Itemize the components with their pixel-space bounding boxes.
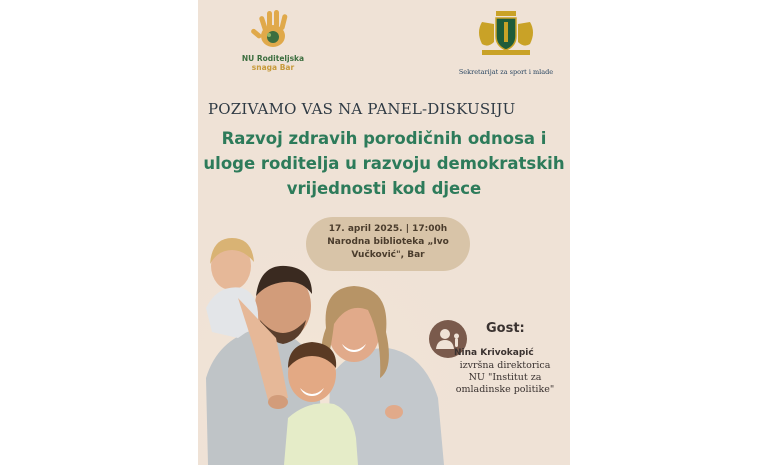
organizer-logo [238, 8, 308, 72]
guest-role [446, 360, 564, 396]
title-line: vrijednosti kod djece [286, 179, 482, 198]
organizer-name-line1: NU Roditeljska [241, 54, 305, 63]
hand-logo-icon [250, 8, 296, 50]
coat-of-arms-icon [474, 8, 538, 58]
guest-role-line: omladinske politike" [455, 384, 555, 395]
secretariat-logo [456, 8, 556, 76]
event-details-pill [306, 217, 470, 271]
guest-label: Gost: [486, 321, 525, 336]
invitation-heading: POZIVAMO VAS NA PANEL-DISKUSIJU [208, 100, 516, 118]
event-poster [198, 0, 570, 465]
title-line: Razvoj zdravih porodičnih odnosa i [221, 129, 547, 148]
guest-role-line: izvršna direktorica [459, 360, 551, 371]
event-title [198, 126, 570, 201]
secretariat-name: Sekretarijat za sport i mlade [458, 68, 554, 76]
title-line: uloge roditelja u razvoju demokratskih [203, 154, 565, 173]
organizer-name-line2: snaga Bar [251, 63, 295, 72]
event-datetime: 17. april 2025. | 17:00h [328, 224, 448, 234]
event-venue-line2: Vučković", Bar [351, 250, 425, 260]
guest-role-line: NU "Institut za [468, 372, 542, 383]
event-venue-line1: Narodna biblioteka „Ivo [327, 237, 449, 247]
guest-name: Nina Krivokapić [454, 348, 534, 358]
